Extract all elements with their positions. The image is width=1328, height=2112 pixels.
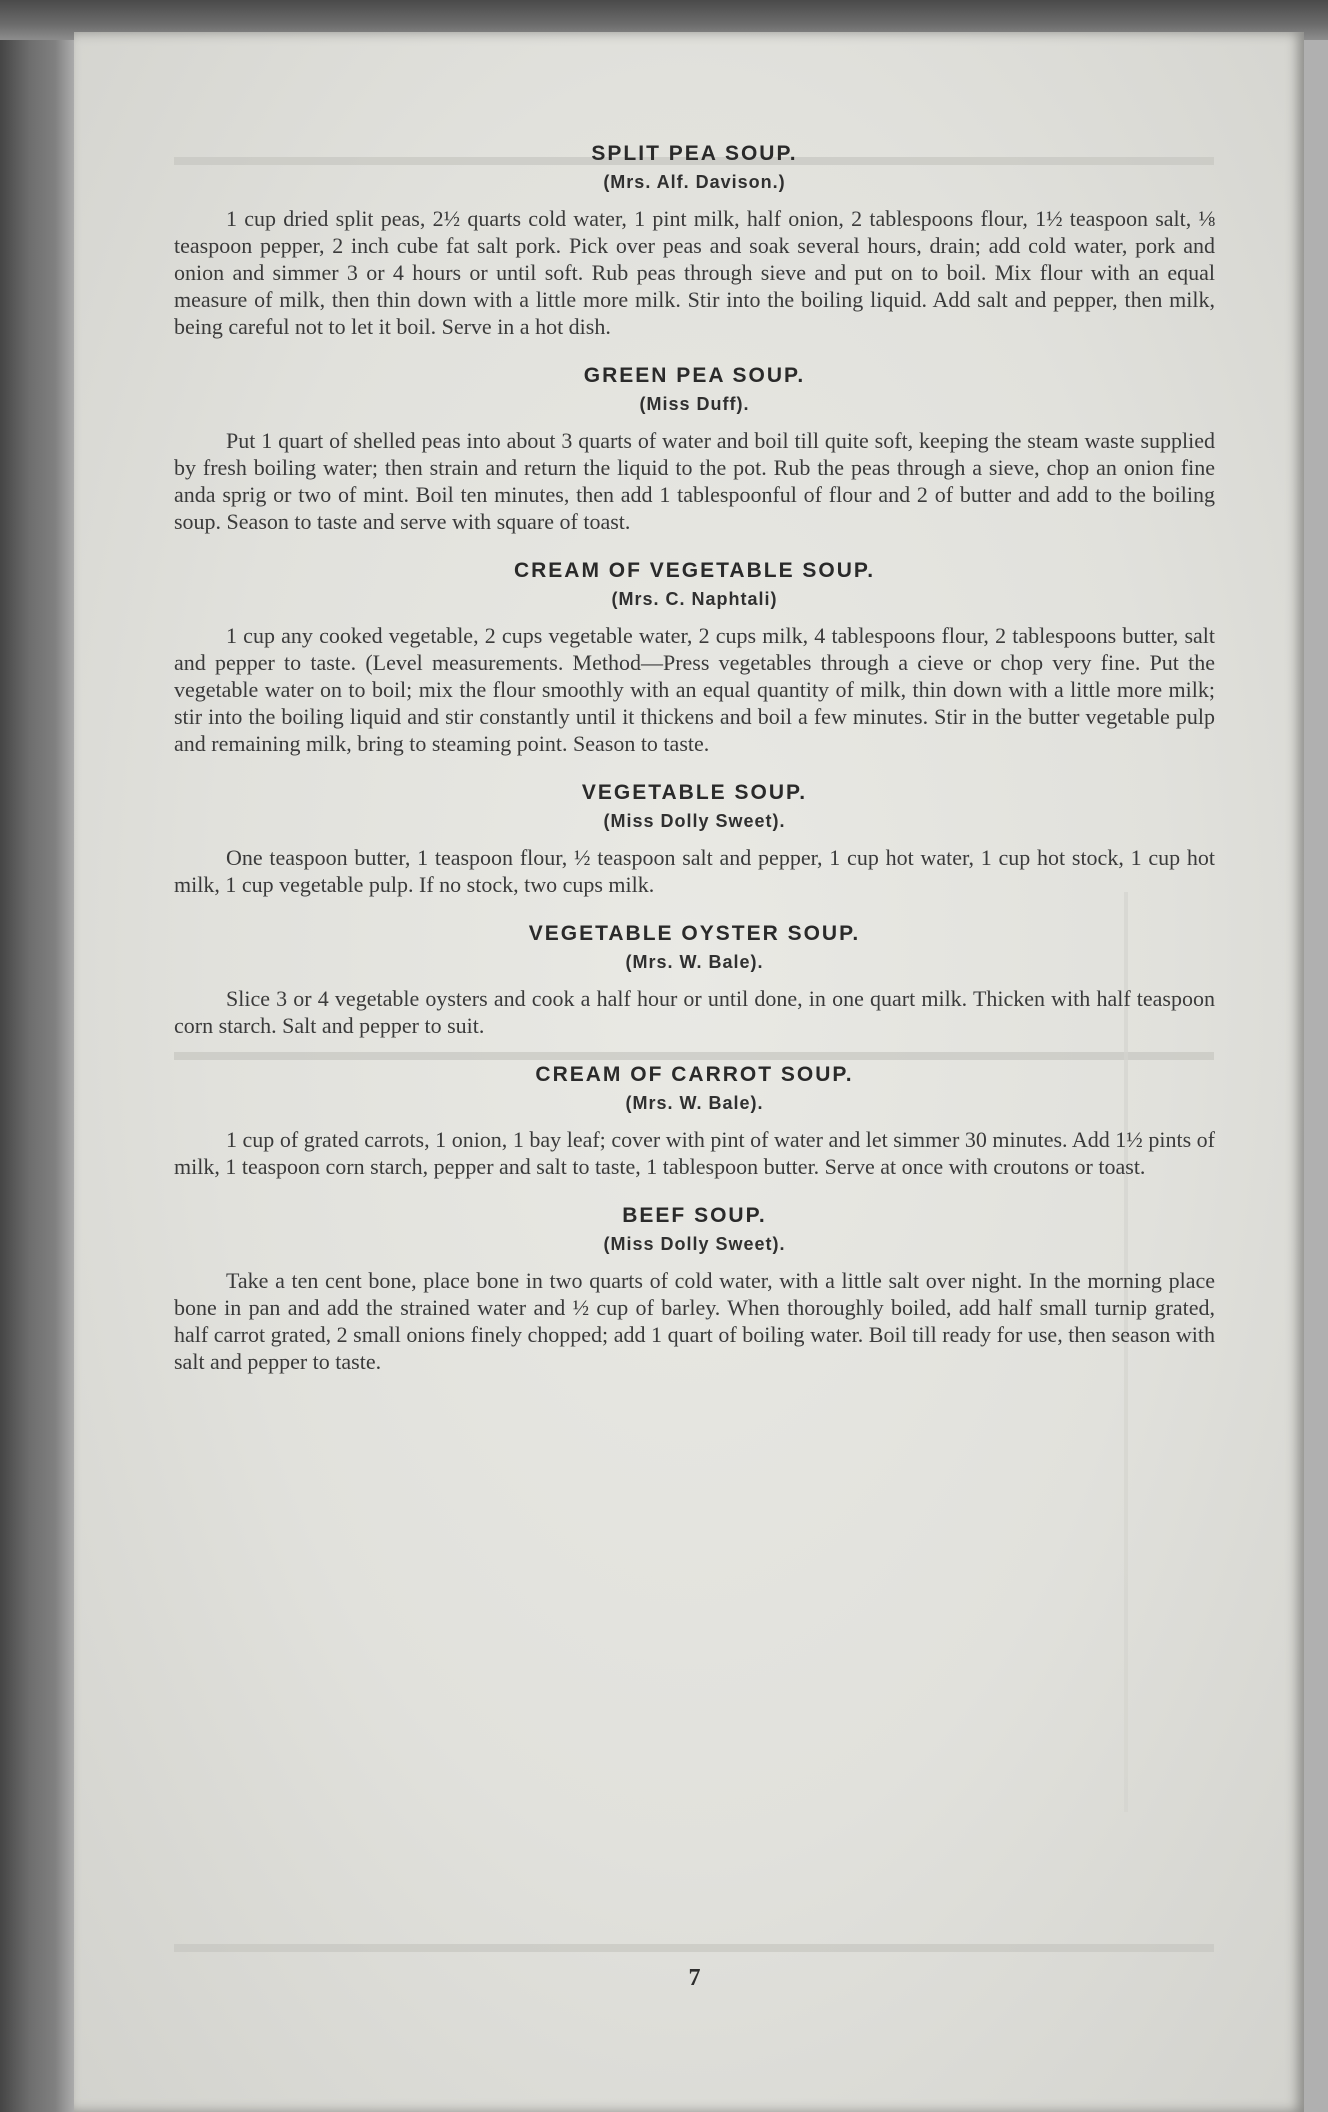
recipe-text: Put 1 quart of shelled peas into about 3 quarts of water and boil till quite soft, keeping the steam waste supplied by fresh boiling water; then strain and return the liquid to the pot. Rub the peas through a sieve, chop an onion fine anda sprig or two of mint. Boil ten minutes, then add 1 tablespoonful of flour and 2 of butter and add to the boiling soup. Season to taste and serve with square of toast. [174,428,1215,534]
recipe-title: VEGETABLE OYSTER SOUP. [528,922,861,945]
recipe [174,559,1215,757]
recipe-author: (Mrs. Alf. Davison.) [603,172,786,192]
recipe-text: Slice 3 or 4 vegetable oysters and cook a half hour or until done, in one quart milk. Thicken with half teaspoon corn starch. Salt and pepper to suit. [174,986,1215,1038]
recipe [174,1204,1215,1375]
recipe [174,781,1215,898]
recipe-title: BEEF SOUP. [622,1204,767,1227]
page-content [174,142,1215,1992]
recipe [174,142,1215,340]
recipe-text: 1 cup any cooked vegetable, 2 cups vegetable water, 2 cups milk, 4 tablespoons flour, 2 tablespoons butter, salt and pepper to taste. (Level measurements. Method—Press vegetables through a cieve or chop very fine. Put the vegetable water on to boil; mix the flour smoothly with an equal quantity of milk, thin down with a little more milk; stir into the boiling liquid and stir constantly until it thickens and boil a few minutes. Stir in the butter vegetable pulp and remaining milk, bring to steaming point. Season to taste. [174,623,1215,756]
recipe-title: GREEN PEA SOUP. [583,364,806,387]
recipe-author: (Mrs. W. Bale). [625,952,764,972]
recipe-text: Take a ten cent bone, place bone in two quarts of cold water, with a little salt over night. In the morning place bone in pan and add the strained water and ½ cup of barley. When thoroughly boiled, add half small turnip grated, half carrot grated, 2 small onions finely chopped; add 1 quart of boiling water. Boil till ready for use, then season with salt and pepper to taste. [174,1268,1215,1374]
recipe-text: 1 cup dried split peas, 2½ quarts cold water, 1 pint milk, half onion, 2 tablespoons flour, 1½ teaspoon salt, ⅛ teaspoon pepper, 2 inch cube fat salt pork. Pick over peas and soak several hours, drain; add cold water, pork and onion and simmer 3 or 4 hours or until soft. Rub peas through sieve and put on to boil. Mix flour with an equal measure of milk, then thin down with a little more milk. Stir into the boiling liquid. Add salt and pepper, then milk, being careful not to let it boil. Serve in a hot dish. [174,206,1215,339]
recipe-title: CREAM OF VEGETABLE SOUP. [513,559,876,582]
page-number: 7 [688,1965,701,1991]
recipe-author: (Miss Duff). [639,394,750,414]
book-page [74,32,1304,2112]
recipe-text: 1 cup of grated carrots, 1 onion, 1 bay leaf; cover with pint of water and let simmer 30 minutes. Add 1½ pints of milk, 1 teaspoon corn starch, pepper and salt to taste, 1 tablespoon butter. Serve at once with croutons or toast. [174,1127,1215,1179]
recipe-title: SPLIT PEA SOUP. [591,142,798,165]
recipe [174,1063,1215,1180]
recipe-author: (Mrs. W. Bale). [625,1093,764,1113]
recipe-author: (Miss Dolly Sweet). [603,1234,786,1254]
recipe-title: CREAM OF CARROT SOUP. [535,1063,854,1086]
recipe-text: One teaspoon butter, 1 teaspoon flour, ½ teaspoon salt and pepper, 1 cup hot water, 1 cup hot stock, 1 cup hot milk, 1 cup vegetable pulp. If no stock, two cups milk. [174,845,1215,897]
recipe-author: (Miss Dolly Sweet). [603,811,786,831]
recipe-title: VEGETABLE SOUP. [581,781,808,804]
recipe [174,364,1215,535]
recipe [174,922,1215,1039]
recipe-author: (Mrs. C. Naphtali) [611,589,778,609]
